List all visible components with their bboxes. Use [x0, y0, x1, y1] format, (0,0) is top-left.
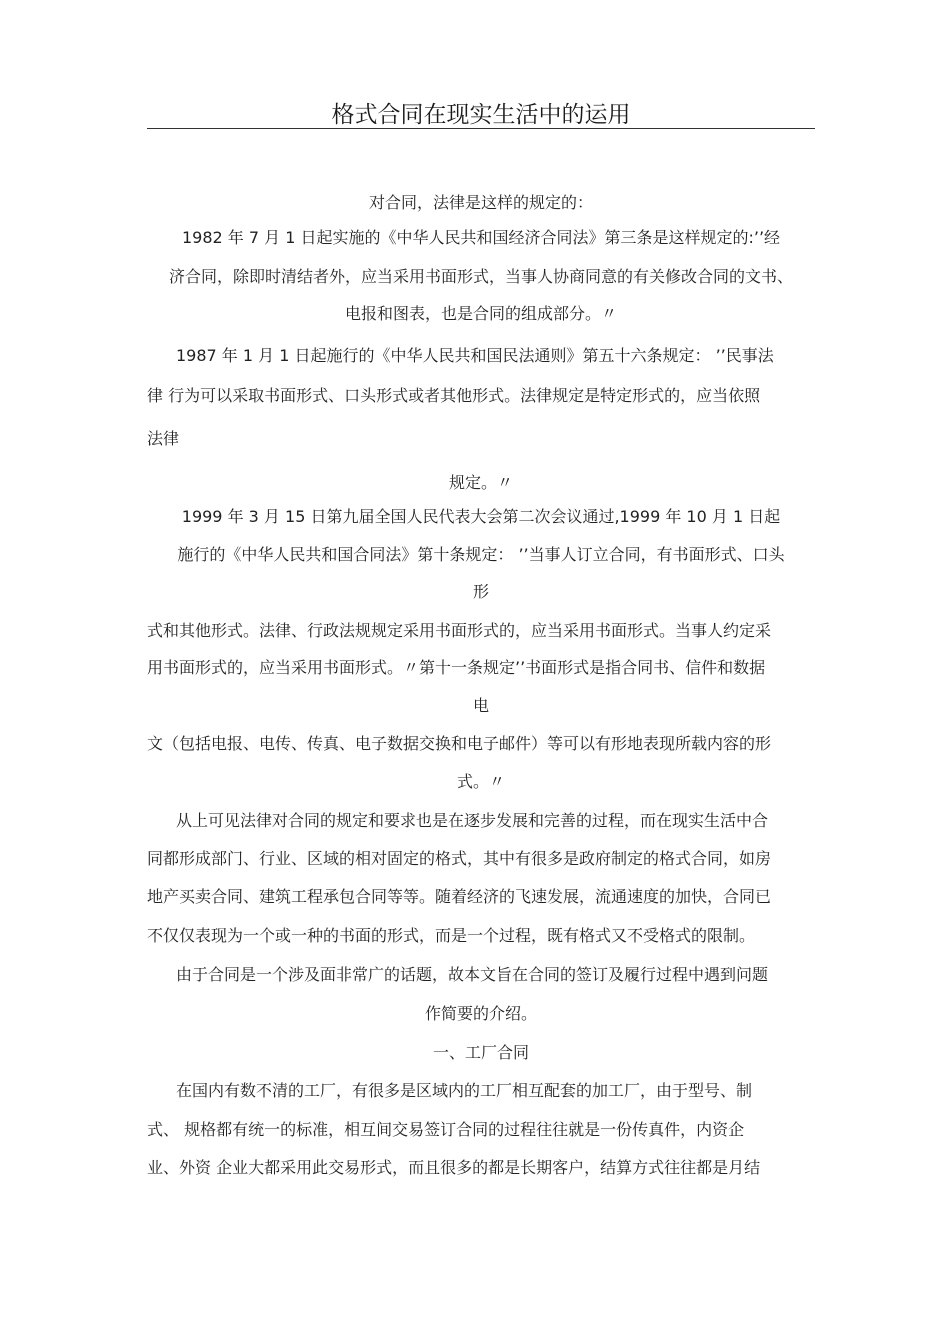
- paragraph-line: 在国内有数不清的工厂，有很多是区域内的工厂相互配套的加工厂，由于型号、制: [176, 1081, 753, 1100]
- section-heading: 一、工厂合同: [432, 1043, 529, 1062]
- paragraph-line: 式和其他形式。法律、行政法规规定采用书面形式的，应当采用书面形式。当事人约定采: [147, 621, 772, 640]
- paragraph-line: 施行的《中华人民共和国合同法》第十条规定： ’’当事人订立合同，有书面形式、口头: [177, 545, 785, 564]
- paragraph-line: 律 行为可以采取书面形式、口头形式或者其他形式。法律规定是特定形式的，应当依照: [147, 386, 761, 405]
- paragraph-line: 法律: [147, 429, 180, 448]
- paragraph-line: 用书面形式的，应当采用书面形式。〃第十一条规定’’书面形式是指合同书、信件和数据: [147, 658, 766, 677]
- paragraph-line: 电: [472, 696, 489, 715]
- paragraph-line: 式、 规格都有统一的标准，相互间交易签订合同的过程往往就是一份传真件，内资企: [147, 1120, 745, 1139]
- intro-line: 对合同，法律是这样的规定的：: [368, 193, 593, 212]
- paragraph-line: 济合同，除即时清结者外，应当采用书面形式，当事人协商同意的有关修改合同的文书、: [168, 267, 793, 286]
- paragraph-line: 1982 年 7 月 1 日起实施的《中华人民共和国经济合同法》第三条是这样规定的:’’经: [181, 228, 781, 247]
- paragraph-line: 地产买卖合同、建筑工程承包合同等等。随着经济的飞速发展，流通速度的加快，合同已: [147, 887, 772, 906]
- paragraph-line: 同都形成部门、行业、区域的相对固定的格式，其中有很多是政府制定的格式合同，如房: [147, 849, 772, 868]
- paragraph-line: 1987 年 1 月 1 日起施行的《中华人民共和国民法通则》第五十六条规定： ’’民事法: [176, 346, 774, 365]
- paragraph-line: 业、外资 企业大都采用此交易形式，而且很多的都是长期客户，结算方式往往都是月结: [147, 1158, 761, 1177]
- paragraph-line: 由于合同是一个涉及面非常广的话题，故本文旨在合同的签订及履行过程中遇到问题: [176, 965, 769, 984]
- paragraph-line: 规定。〃: [448, 473, 513, 492]
- paragraph-line: 电报和图表，也是合同的组成部分。〃: [344, 304, 617, 323]
- paragraph-line: 文（包括电报、电传、传真、电子数据交换和电子邮件）等可以有形地表现所载内容的形: [147, 734, 772, 753]
- title-underline: [147, 128, 815, 129]
- paragraph-line: 形: [472, 582, 489, 601]
- paragraph-line: 式。〃: [456, 772, 505, 791]
- paragraph-line: 作简要的介绍。: [424, 1004, 537, 1023]
- paragraph-line: 不仅仅表现为一个或一种的书面的形式，而是一个过程，既有格式又不受格式的限制。: [147, 926, 756, 945]
- paragraph-line: 从上可见法律对合同的规定和要求也是在逐步发展和完善的过程，而在现实生活中合: [176, 811, 769, 830]
- paragraph-line: 1999 年 3 月 15 日第九届全国人民代表大会第二次会议通过,1999 年 10 月 1 日起: [181, 507, 781, 526]
- document-title: 格式合同在现实生活中的运用: [331, 102, 631, 128]
